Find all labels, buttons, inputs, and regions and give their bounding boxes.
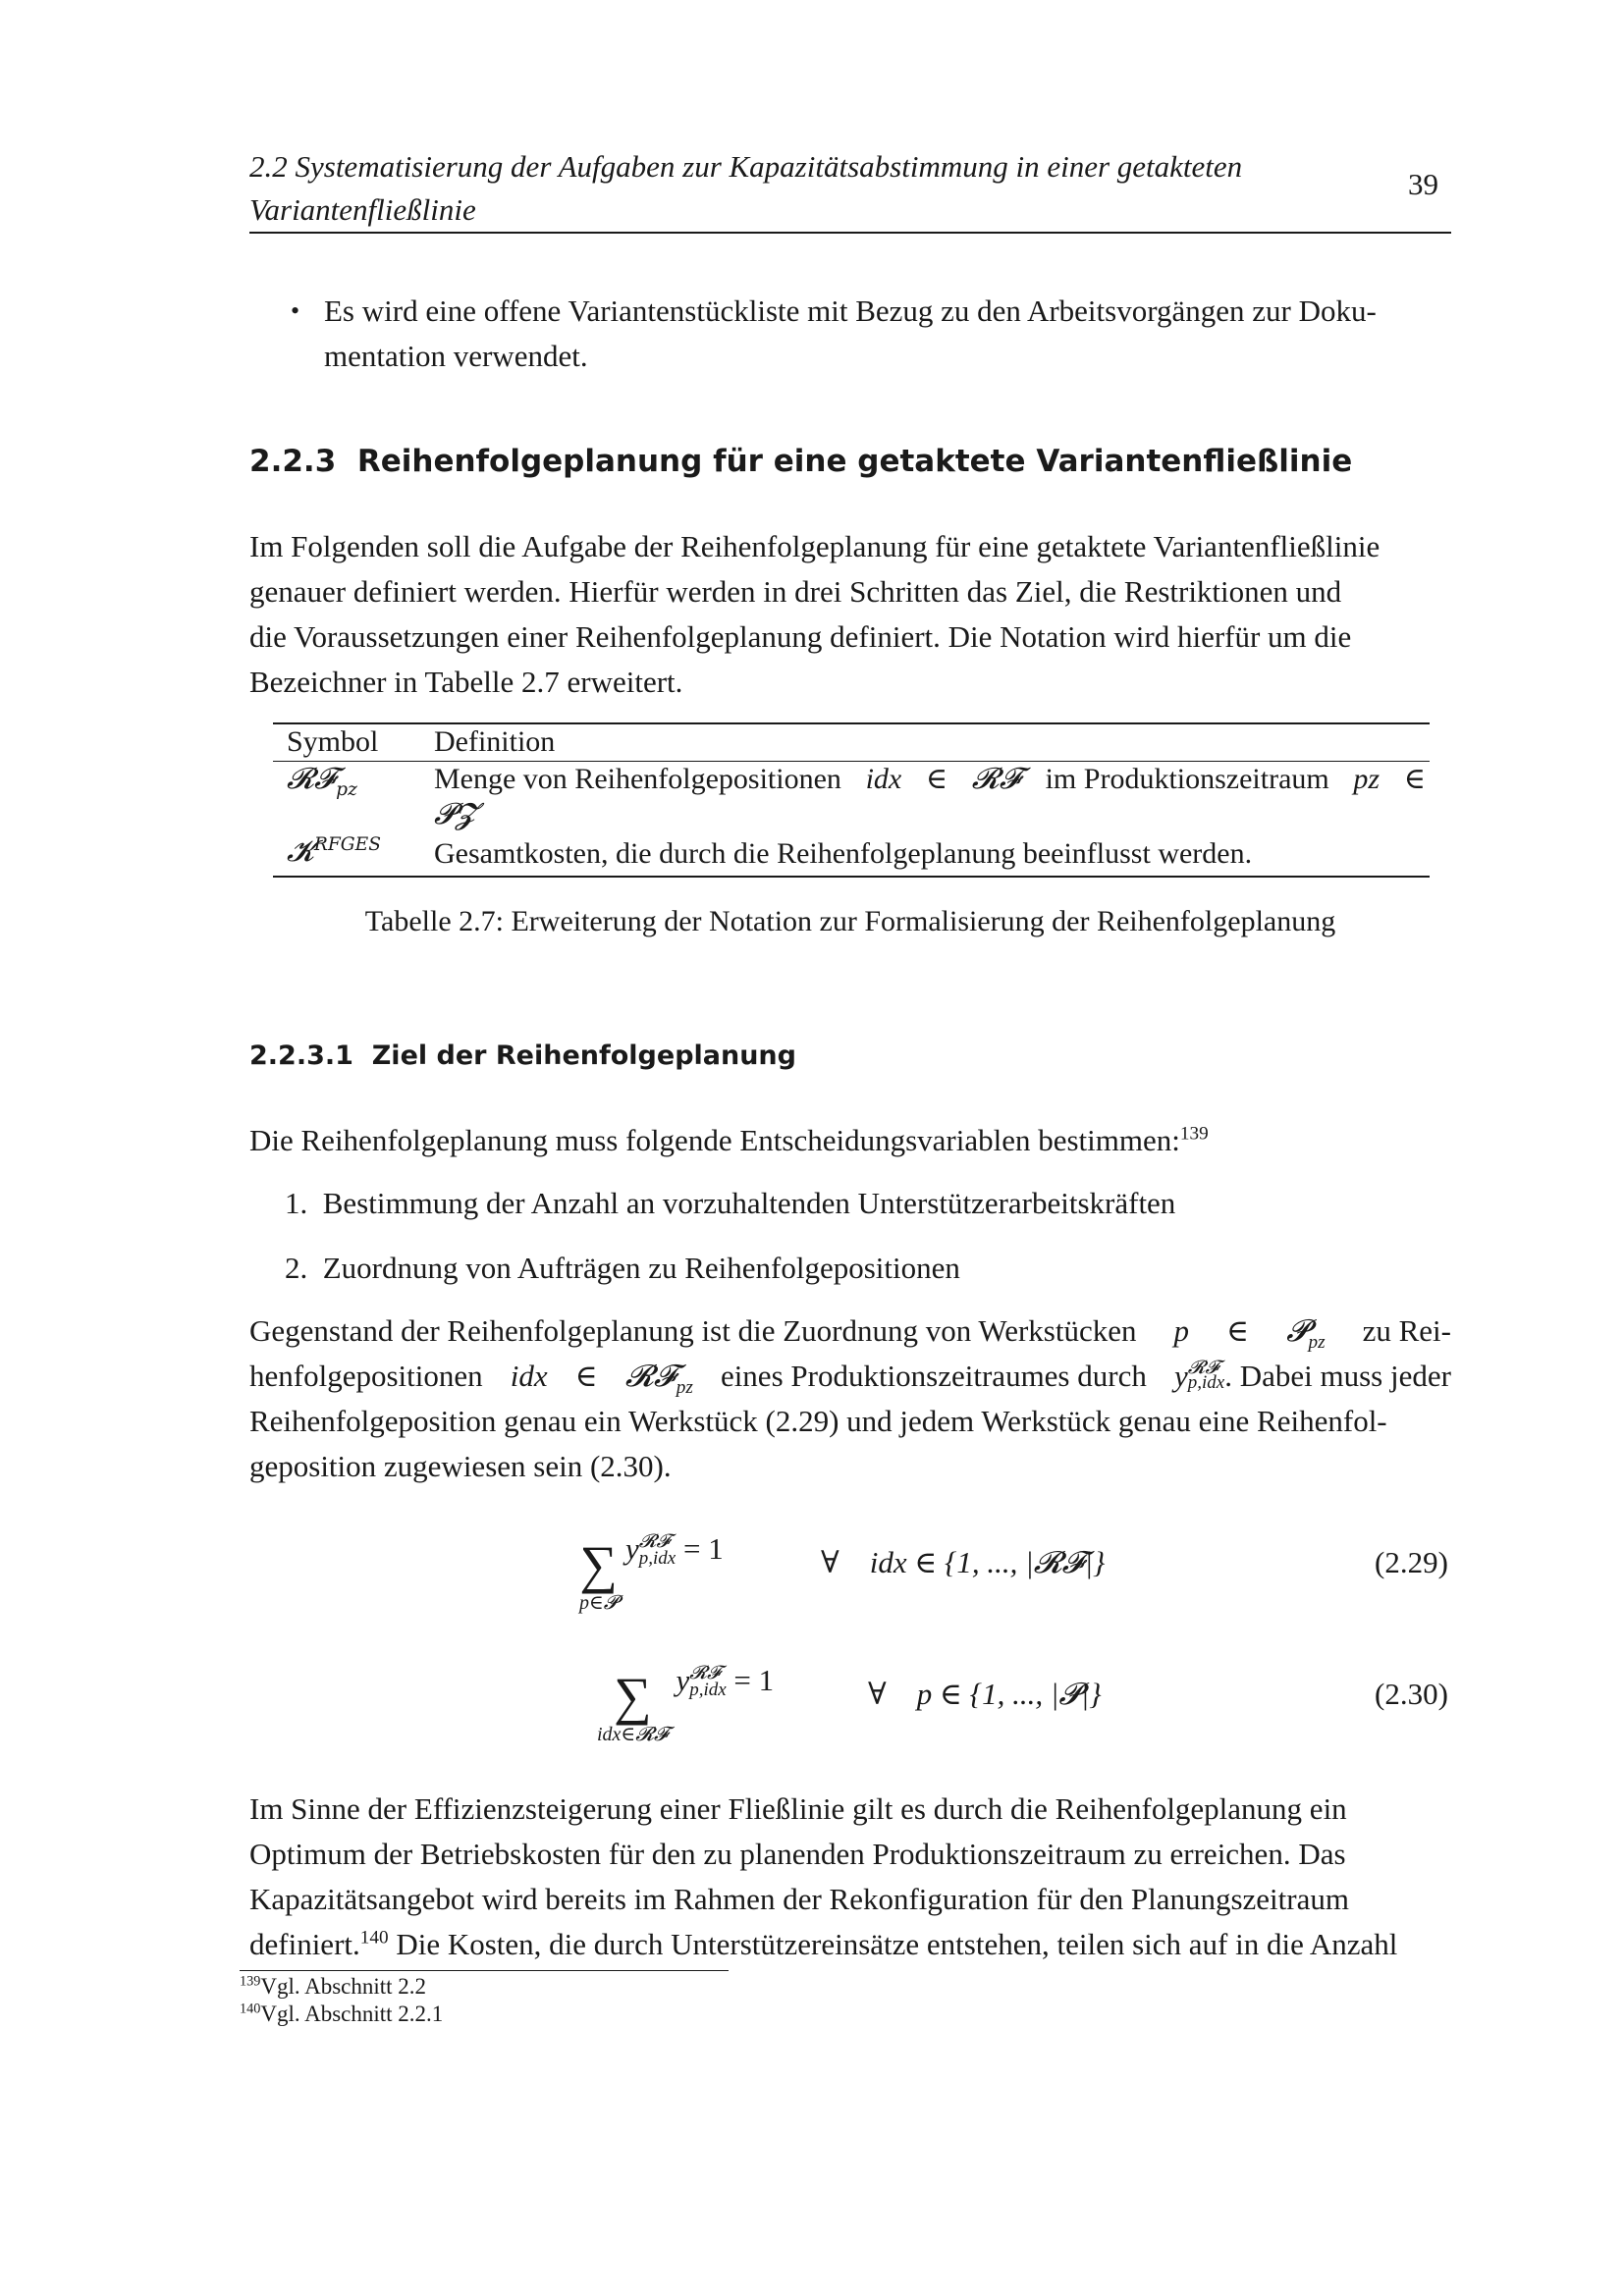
equation-2-29: ∑ p∈𝓟 y 𝓡𝓕 p,idx = 1 [579, 1529, 724, 1614]
assignment-line-3: Reihenfolgeposition genau ein Werkstück (2.29) und jedem Werkstück genau eine Reihenfol- [249, 1404, 1387, 1438]
closing-paragraph [249, 1787, 1451, 1967]
footnote-140: $^{140}$Vgl. Abschnitt 2.2.1 [240, 2001, 444, 2026]
closing-line: definiert.$^{140}$ Die Kosten, die durch Unterstützereinsätze entstehen, teilen sich auf in die Anzahl [249, 1927, 1398, 1961]
table-row2-symbol: 𝓚$^{RFGES}$ [287, 834, 381, 869]
subsection-title: Ziel der Reihenfolgeplanung [371, 1041, 796, 1071]
table-row1-definition-line-2: 𝓟𝓩 [434, 797, 476, 831]
table-row1-definition-line-1: Menge von Reihenfolgepositionen idx ∈ 𝓡𝓕 im Produktionszeitraum pz ∈ [434, 762, 1426, 796]
section-heading [249, 444, 1352, 479]
intro-line: die Voraussetzungen einer Reihenfolgeplanung definiert. Die Notation wird hierfür um die [249, 619, 1352, 654]
assignment-line-1: Gegenstand der Reihenfolgeplanung ist die Zuordnung von Werkstücken p ∈ 𝓟$_{pz}$ zu Rei- [249, 1313, 1451, 1354]
section-number: 2.2.3 [249, 444, 337, 479]
bullet-line-1: Es wird eine offene Variantenstückliste mit Bezug zu den Arbeitsvorgängen zur Doku- [324, 294, 1377, 328]
equation-2-30-condition: ∀ p ∈ {1, ..., |𝓟|} [868, 1677, 1102, 1711]
subsection-number: 2.2.3.1 [249, 1041, 353, 1071]
table-caption: Tabelle 2.7: Erweiterung der Notation zur Formalisierung der Reihenfolgeplanung [364, 905, 1336, 937]
assignment-paragraph [249, 1308, 1451, 1489]
sum-operator: ∑ idx∈𝓡𝓕 [597, 1667, 669, 1745]
bullet-line-2: mentation verwendet. [324, 339, 588, 373]
intro-line: genauer definiert werden. Hierfür werden in drei Schritten das Ziel, die Restriktionen und [249, 574, 1342, 609]
table-row1-definition [434, 762, 1426, 832]
running-header-line-2: Variantenfließlinie [249, 192, 476, 227]
footnote-rule [240, 1970, 729, 1971]
decision-intro: Die Reihenfolgeplanung muss folgende Entscheidungsvariablen bestimmen:$^{139}$ [249, 1123, 1209, 1157]
bullet-icon: • [291, 296, 300, 325]
section-title: Reihenfolgeplanung für eine getaktete Variantenfließlinie [356, 444, 1353, 479]
footnote-ref-139[interactable]: 139 [1179, 1123, 1209, 1145]
intro-paragraph [249, 524, 1451, 705]
assignment-line-2: henfolgepositionen idx ∈ 𝓡𝓕$_{pz}$ eines Produktionszeitraumes durch y 𝓡𝓕 p,idx . Dabei muss jeder [249, 1356, 1451, 1399]
table-row1-symbol: 𝓡𝓕$_{pz}$ [287, 762, 357, 800]
closing-line: Im Sinne der Effizienzsteigerung einer Fließlinie gilt es durch die Reihenfolgeplanung ein [249, 1791, 1347, 1826]
bullet-item [324, 289, 1451, 379]
equation-number: (2.30) [1375, 1677, 1448, 1711]
table-header-symbol: Symbol [287, 725, 379, 758]
sum-operator: ∑ p∈𝓟 [579, 1535, 619, 1614]
table-bottom-rule [273, 876, 1430, 878]
assignment-line-4: geposition zugewiesen sein (2.30). [249, 1449, 672, 1483]
running-header [249, 145, 1451, 232]
footnote-139: $^{139}$Vgl. Abschnitt 2.2 [240, 1973, 427, 1999]
subsection-heading [249, 1041, 796, 1071]
footnote-ref-140[interactable]: 140 [359, 1927, 389, 1949]
running-header-line-1: 2.2 Systematisierung der Aufgaben zur Kapazitätsabstimmung in einer getakteten [249, 149, 1243, 184]
table-row2-definition: Gesamtkosten, die durch die Reihenfolgeplanung beeinflusst werden. [434, 837, 1253, 870]
closing-line: Optimum der Betriebskosten für den zu planenden Produktionszeitraum zu erreichen. Das [249, 1837, 1346, 1871]
header-rule [249, 232, 1451, 234]
equation-2-30: ∑ idx∈𝓡𝓕 y 𝓡𝓕 p,idx = 1 [597, 1661, 775, 1745]
page-number: 39 [1408, 167, 1438, 201]
decision-item-2: 2. Zuordnung von Aufträgen zu Reihenfolgepositionen [285, 1251, 960, 1285]
table-header-definition: Definition [434, 725, 556, 758]
closing-line: Kapazitätsangebot wird bereits im Rahmen der Rekonfiguration für den Planungszeitraum [249, 1882, 1349, 1916]
equation-number: (2.29) [1375, 1545, 1448, 1579]
intro-line: Im Folgenden soll die Aufgabe der Reihenfolgeplanung für eine getaktete Variantenfließlinie [249, 529, 1380, 563]
decision-item-1: 1. Bestimmung der Anzahl an vorzuhaltenden Unterstützerarbeitskräften [285, 1186, 1176, 1220]
equation-2-29-condition: ∀ idx ∈ {1, ..., |𝓡𝓕|} [821, 1545, 1106, 1579]
intro-line: Bezeichner in Tabelle 2.7 erweitert. [249, 665, 683, 699]
